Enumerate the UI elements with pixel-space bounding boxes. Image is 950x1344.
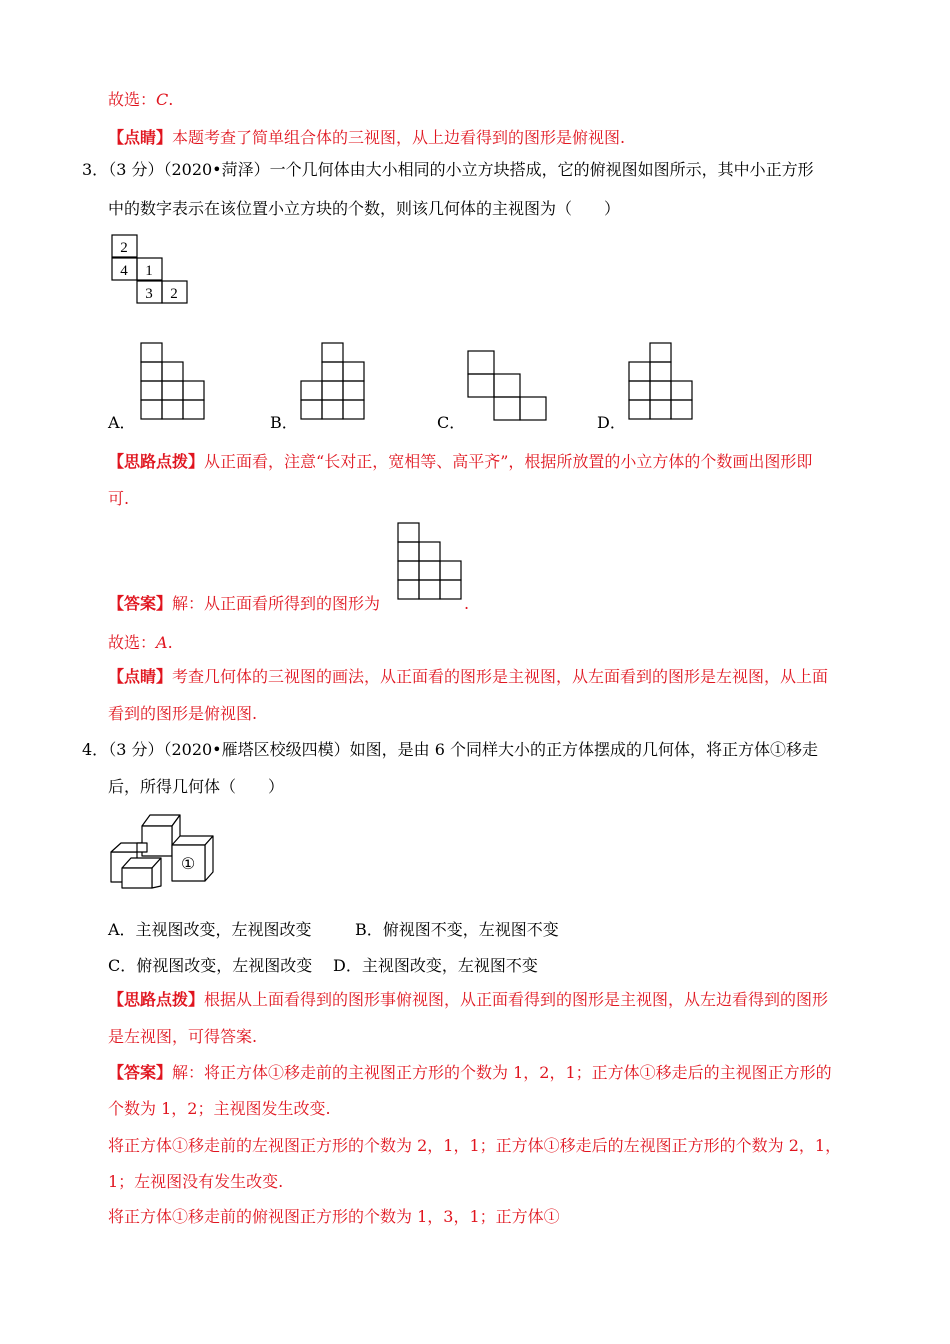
top-view-figure	[110, 233, 192, 305]
q3-stem-line2: 中的数字表示在该位置小立方块的个数，则该几何体的主视图为（ ）	[108, 199, 621, 218]
circled-one-marker: ①	[180, 854, 196, 873]
q2-dianjing	[108, 127, 625, 149]
q4-answer-line2: 个数为 1，2；主视图发生改变.	[108, 1099, 331, 1118]
dianjing-tag: 【点睛】	[108, 667, 173, 686]
silu-text: 从正面看，注意“长对正，宽相等、高平齐”，根据所放置的小立方体的个数画出图形即	[204, 452, 813, 471]
top-view-number: 3	[145, 286, 153, 302]
top-view-number: 1	[145, 263, 153, 279]
silu-tag: 【思路点拨】	[108, 452, 205, 471]
q4-answer-line3: 将正方体①移走前的左视图正方形的个数为 2，1，1；正方体①移走后的左视图正方形的个数为 2，1，	[108, 1136, 842, 1155]
answer-text: 解：将正方体①移走前的主视图正方形的个数为 1，2，1；正方体①移走后的主视图正方形的	[172, 1063, 832, 1082]
q3-stem-line1	[82, 159, 814, 181]
option-a-label[interactable]: A．	[108, 413, 136, 432]
q4-answer-line5: 将正方体①移走前的俯视图正方形的个数为 1，3，1；正方体①	[108, 1207, 560, 1226]
q4-silu-line2: 是左视图，可得答案.	[108, 1027, 258, 1046]
q4-stem-line2: 后，所得几何体（ ）	[108, 777, 285, 796]
q3-dianjing-line2: 看到的图形是俯视图.	[108, 704, 258, 723]
answer-end: .	[464, 594, 470, 613]
choice-value: A	[156, 633, 168, 652]
option-b-figure[interactable]	[300, 342, 366, 422]
dianjing-text: 考查几何体的三视图的画法，从正面看的图形是主视图，从左面看到的图形是左视图，从上面	[172, 667, 829, 686]
q3-choice	[108, 632, 173, 654]
top-view-number: 2	[170, 286, 178, 302]
q3-dianjing-line1	[108, 666, 828, 688]
choice-value: C	[156, 90, 169, 109]
q4-option-d[interactable]: D．主视图改变，左视图不变	[333, 956, 538, 975]
option-d-label[interactable]: D．	[597, 413, 626, 432]
choice-label: 故选：	[108, 90, 157, 109]
answer-tag: 【答案】	[108, 1063, 173, 1082]
silu-tag: 【思路点拨】	[108, 990, 205, 1009]
q2-choice	[108, 89, 173, 111]
q4-answer-line1	[108, 1062, 832, 1084]
option-c-label[interactable]: C．	[437, 413, 466, 432]
answer-text: 解：从正面看所得到的图形为	[172, 594, 381, 613]
q3-answer	[108, 593, 380, 615]
question-stem: （3 分）（2020•菏泽）一个几何体由大小相同的小立方块搭成，它的俯视图如图所示，其中小正方形	[108, 160, 814, 179]
q4-option-c[interactable]: C．俯视图改变，左视图改变	[108, 956, 313, 975]
q4-stem-line1	[82, 739, 818, 761]
q4-answer-line4: 1；左视图没有发生改变.	[108, 1172, 284, 1191]
dianjing-tag: 【点睛】	[108, 128, 173, 147]
question-number: 3．	[82, 160, 109, 179]
choice-end: .	[167, 633, 173, 652]
answer-tag: 【答案】	[108, 594, 173, 613]
q4-silu-line1	[108, 989, 828, 1011]
top-view-number: 2	[120, 240, 128, 256]
top-view-number: 4	[120, 263, 128, 279]
choice-label: 故选：	[108, 633, 157, 652]
option-c-figure[interactable]	[467, 350, 549, 422]
option-d-figure[interactable]	[628, 342, 694, 422]
question-stem: （3 分）（2020•雁塔区校级四模）如图，是由 6 个同样大小的正方体摆成的几何体，将正方体①移走	[108, 740, 818, 759]
dianjing-text: 本题考查了简单组合体的三视图，从上边看得到的图形是俯视图.	[172, 128, 626, 147]
cube-figure	[108, 812, 218, 888]
q4-option-b[interactable]: B．俯视图不变，左视图不变	[355, 920, 559, 939]
choice-end: .	[168, 90, 174, 109]
q3-silu-line2: 可.	[108, 489, 130, 508]
question-number: 4．	[82, 740, 109, 759]
silu-text: 根据从上面看得到的图形事俯视图，从正面看得到的图形是主视图，从左边看得到的图形	[204, 990, 829, 1009]
option-a-figure[interactable]	[140, 342, 206, 422]
q3-silu-line1	[108, 451, 812, 473]
q4-option-a[interactable]: A．主视图改变，左视图改变	[108, 920, 312, 939]
answer-figure	[397, 522, 463, 604]
option-b-label[interactable]: B．	[270, 413, 298, 432]
